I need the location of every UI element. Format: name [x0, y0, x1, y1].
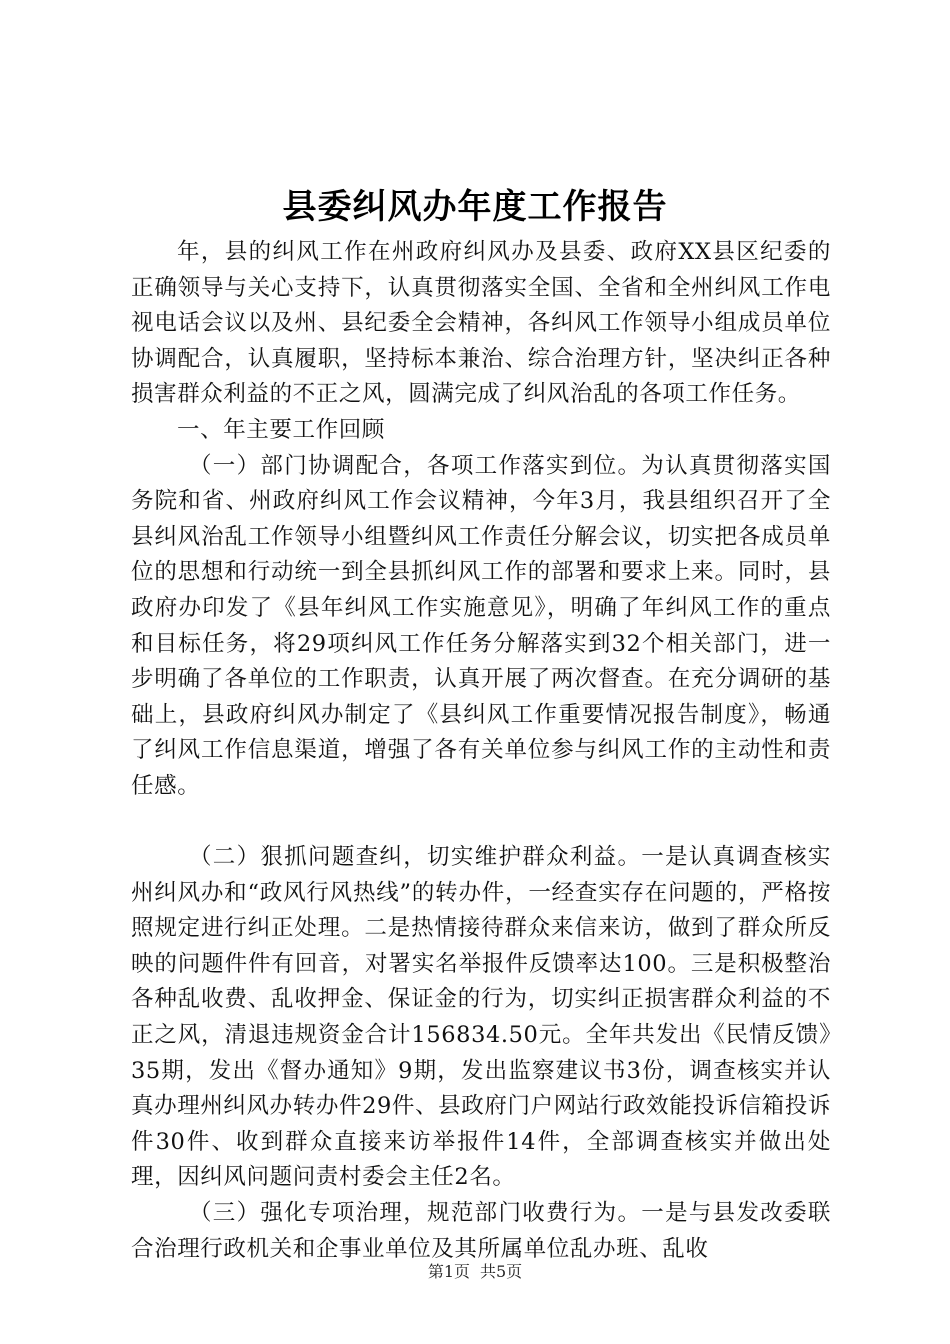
document-title: 县委纠风办年度工作报告 — [282, 187, 668, 227]
document-body — [131, 235, 831, 1267]
page-number: 第1页 — [427, 1262, 470, 1281]
paragraph-section-2: （二）狠抓问题查纠，切实维护群众利益。一是认真调查核实州纠风办和“政风行风热线”的转办件，一经查实存在问题的，严格按照规定进行纠正处理。二是热情接待群众来信来访，做到了群众所反映的问题件件有回音，对署实名举报件反馈率达100。三是积极整治各种乱收费、乱收押金、保证金的行为，切实纠正损害群众利益的不正之风，清退违规资金合计156834.50元。全年共发出《民情反馈》35期，发出《督办通知》9期，发出监察建议书3份，调查核实并认真办理州纠风办转办件29件、县政府门户网站行政效能投诉信箱投诉件30件、收到群众直接来访举报件14件，全部调查核实并做出处理，因纠风问题问责村委会主任2名。 — [131, 844, 831, 1191]
paragraph-intro: 年，县的纠风工作在州政府纠风办及县委、政府XX县区纪委的正确领导与关心支持下，认真贯彻落实全国、全省和全州纠风工作电视电话会议以及州、县纪委全会精神，各纠风工作领导小组成员单位协调配合，认真履职，坚持标本兼治、综合治理方针，坚决纠正各种损害群众利益的不正之风，圆满完成了纠风治乱的各项工作任务。 — [131, 239, 831, 408]
section-heading: 一、年主要工作回顾 — [177, 416, 385, 443]
paragraph-section-1: （一）部门协调配合，各项工作落实到位。为认真贯彻落实国务院和省、州政府纠风工作会议精神，今年3月，我县组织召开了全县纠风治乱工作领导小组暨纠风工作责任分解会议，切实把各成员单位的思想和行动统一到全县抓纠风工作的部署和要求上来。同时，县政府办印发了《县年纠风工作实施意见》，明确了年纠风工作的重点和目标任务，将29项纠风工作任务分解落实到32个相关部门，进一步明确了各单位的工作职责，认真开展了两次督查。在充分调研的基础上，县政府纠风办制定了《县纠风工作重要情况报告制度》，畅通了纠风工作信息渠道，增强了各有关单位参与纠风工作的主动性和责任感。 — [131, 452, 831, 799]
page-footer — [0, 1260, 950, 1284]
paragraph-section-3: （三）强化专项治理，规范部门收费行为。一是与县发改委联合治理行政机关和企事业单位及其所属单位乱办班、乱收 — [131, 1200, 831, 1262]
page-total: 共5页 — [480, 1262, 523, 1281]
paragraph-spacer — [131, 805, 831, 841]
